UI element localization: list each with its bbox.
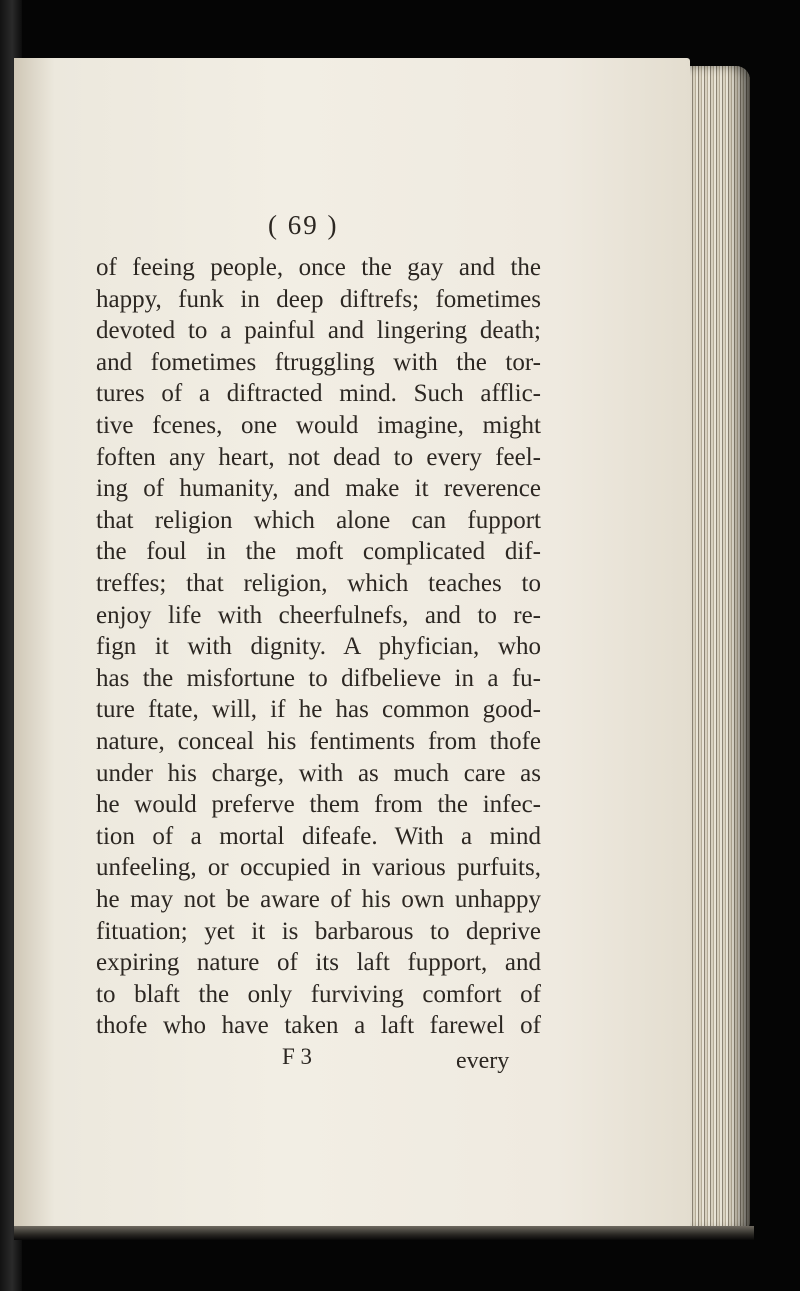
text-line: ture ftate, will, if he has common good- xyxy=(96,696,541,724)
text-line: and fometimes ftruggling with the tor- xyxy=(96,348,541,376)
text-line: to blaft the only furviving comfort of xyxy=(96,980,541,1008)
text-line: happy, funk in deep diftrefs; fometimes xyxy=(96,285,541,313)
catchword: every xyxy=(456,1048,510,1074)
page-number: ( 69 ) xyxy=(268,210,339,240)
text-line: thofe who have taken a laft farewel of xyxy=(96,1012,541,1040)
text-line: fituation; yet it is barbarous to deprive xyxy=(96,917,541,945)
text-line: tures of a diftracted mind. Such afflic- xyxy=(96,380,541,408)
text-line: that religion which alone can fupport xyxy=(96,506,541,534)
text-line: the foul in the moft complicated dif- xyxy=(96,538,541,566)
text-line: enjoy life with cheerfulnefs, and to re- xyxy=(96,601,541,629)
text-line: under his charge, with as much care as xyxy=(96,759,541,787)
text-line: he may not be aware of his own unhappy xyxy=(96,886,541,913)
text-line: foften any heart, not dead to every feel- xyxy=(96,443,541,471)
text-line: unfeeling, or occupied in various purfuits, xyxy=(96,854,541,882)
printer-signature-mark: F 3 xyxy=(282,1044,313,1069)
text-line: nature, conceal his fentiments from thofe xyxy=(96,728,541,755)
text-line: expiring nature of its laft fupport, and xyxy=(96,949,541,977)
text-line: fign it with dignity. A phyfician, who xyxy=(96,633,541,661)
text-line: ing of humanity, and make it reverence xyxy=(96,475,541,503)
text-line: he would preferve them from the infec- xyxy=(96,791,541,819)
text-line: of feeing people, once the gay and the xyxy=(96,254,541,281)
text-line: devoted to a painful and lingering death; xyxy=(96,317,541,345)
text-line: tion of a mortal difeafe. With a mind xyxy=(96,822,541,850)
page-bottom-edge xyxy=(14,1226,754,1240)
text-line: tive fcenes, one would imagine, might xyxy=(96,412,541,439)
text-line: treffes; that religion, which teaches to xyxy=(96,570,541,597)
text-line: has the misfortune to difbelieve in a fu- xyxy=(96,664,541,692)
